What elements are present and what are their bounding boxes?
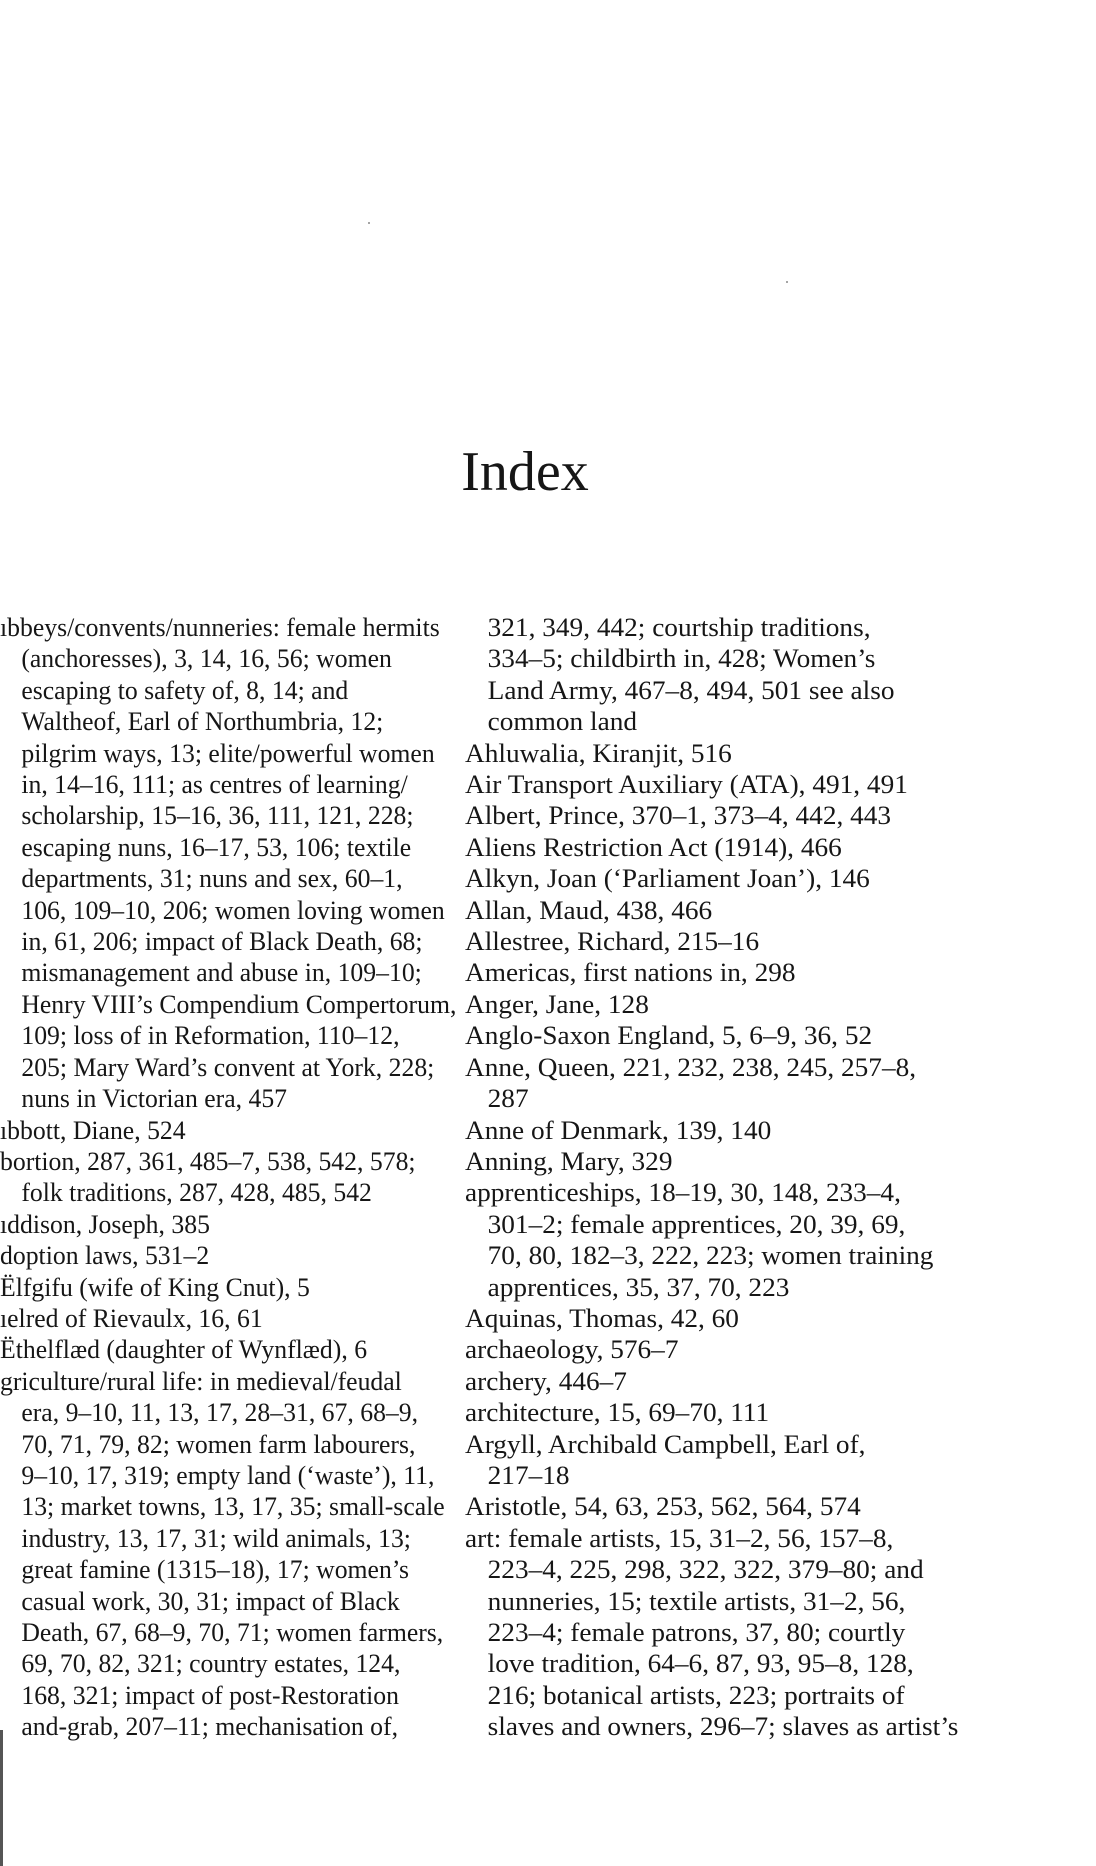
index-line: (anchoresses), 3, 14, 16, 56; women (21, 643, 392, 674)
index-line: doption laws, 531–2 (0, 1240, 210, 1271)
index-line: escaping nuns, 16–17, 53, 106; textile (21, 831, 412, 862)
index-line: industry, 13, 17, 31; wild animals, 13; (21, 1522, 411, 1553)
index-line: Anning, Mary, 329 (465, 1145, 673, 1176)
index-line: archaeology, 576–7 (465, 1334, 679, 1365)
index-line: common land (487, 706, 638, 737)
index-line: pilgrim ways, 13; elite/powerful women (21, 737, 435, 768)
index-line: era, 9–10, 11, 13, 17, 28–31, 67, 68–9, (21, 1397, 419, 1428)
index-line: slaves and owners, 296–7; slaves as artist’s (487, 1711, 959, 1742)
index-line: archery, 446–7 (465, 1365, 627, 1396)
index-line: 216; botanical artists, 223; portraits of (487, 1679, 905, 1710)
index-line: 13; market towns, 13, 17, 35; small-scale (21, 1491, 445, 1522)
index-line: bortion, 287, 361, 485–7, 538, 542, 578; (0, 1145, 416, 1176)
index-line: 223–4, 225, 298, 322, 322, 379–80; and (487, 1554, 924, 1585)
index-line: Alkyn, Joan (‘Parliament Joan’), 146 (465, 863, 870, 894)
index-line: mismanagement and abuse in, 109–10; (21, 957, 422, 988)
index-line: 301–2; female apprentices, 20, 39, 69, (487, 1208, 906, 1239)
index-line: 109; loss of in Reformation, 110–12, (21, 1020, 400, 1051)
index-line: escaping to safety of, 8, 14; and (21, 674, 349, 705)
index-line: 168, 321; impact of post-Restoration (21, 1679, 400, 1710)
index-line: apprenticeships, 18–19, 30, 148, 233–4, (465, 1177, 901, 1208)
index-line: departments, 31; nuns and sex, 60–1, (21, 863, 403, 894)
index-line: Aquinas, Thomas, 42, 60 (465, 1302, 739, 1333)
index-line: Land Army, 467–8, 494, 501 see also (487, 674, 895, 705)
index-line: 205; Mary Ward’s convent at York, 228; (21, 1051, 435, 1082)
index-line: in, 61, 206; impact of Black Death, 68; (21, 926, 423, 957)
index-line: Albert, Prince, 370–1, 373–4, 442, 443 (465, 800, 892, 831)
index-line: love tradition, 64–6, 87, 93, 95–8, 128, (487, 1648, 914, 1679)
page-title: Index (461, 441, 589, 503)
index-line: ıddison, Joseph, 385 (0, 1208, 210, 1239)
index-line: Argyll, Archibald Campbell, Earl of, (465, 1428, 866, 1459)
index-line: 287 (487, 1083, 529, 1114)
index-line: Ëthelflæd (daughter of Wynflæd), 6 (0, 1334, 368, 1365)
index-line: Americas, first nations in, 298 (465, 957, 796, 988)
index-line: 70, 71, 79, 82; women farm labourers, (21, 1428, 416, 1459)
index-line: Aristotle, 54, 63, 253, 562, 564, 574 (465, 1491, 861, 1522)
index-line: 9–10, 17, 319; empty land (‘waste’), 11, (21, 1459, 435, 1490)
index-line: Death, 67, 68–9, 70, 71; women farmers, (21, 1617, 444, 1647)
index-line: in, 14–16, 111; as centres of learning/ (21, 769, 408, 800)
index-line: nuns in Victorian era, 457 (21, 1083, 288, 1114)
index-line: apprentices, 35, 37, 70, 223 (487, 1271, 790, 1302)
index-line: ıbbeys/convents/nunneries: female hermits (0, 612, 440, 642)
index-line: nunneries, 15; textile artists, 31–2, 56, (487, 1585, 906, 1616)
index-line: Ahluwalia, Kiranjit, 516 (465, 737, 732, 768)
index-line: ıbbott, Diane, 524 (0, 1114, 186, 1145)
index-line: Ëlfgifu (wife of King Cnut), 5 (0, 1271, 310, 1302)
index-line: griculture/rural life: in medieval/feudal (0, 1365, 402, 1396)
index-line: Aliens Restriction Act (1914), 466 (465, 831, 842, 862)
index-line: casual work, 30, 31; impact of Black (21, 1585, 400, 1616)
index-line: 106, 109–10, 206; women loving women (21, 894, 445, 925)
index-line: scholarship, 15–16, 36, 111, 121, 228; (21, 800, 414, 831)
index-line: architecture, 15, 69–70, 111 (465, 1397, 770, 1428)
index-line: ıelred of Rievaulx, 16, 61 (0, 1302, 263, 1333)
speck (368, 222, 370, 224)
page-gutter-shadow (0, 1730, 3, 1866)
index-line: Allan, Maud, 438, 466 (465, 894, 713, 925)
index-line: 217–18 (487, 1459, 570, 1490)
index-line: Waltheof, Earl of Northumbria, 12; (21, 706, 384, 737)
index-line: 70, 80, 182–3, 222, 223; women training (487, 1240, 934, 1271)
index-line: Anglo-Saxon England, 5, 6–9, 36, 52 (465, 1020, 873, 1051)
index-line: Anne, Queen, 221, 232, 238, 245, 257–8, (465, 1051, 917, 1082)
index-line: 69, 70, 82, 321; country estates, 124, (21, 1648, 401, 1679)
index-line: Anger, Jane, 128 (465, 988, 649, 1019)
index-line: Allestree, Richard, 215–16 (465, 926, 760, 957)
index-line: Henry VIII’s Compendium Compertorum, (21, 988, 457, 1019)
index-line: Anne of Denmark, 139, 140 (465, 1114, 772, 1145)
index-line: 334–5; childbirth in, 428; Women’s (487, 643, 876, 674)
index-line: great famine (1315–18), 17; women’s (21, 1554, 409, 1585)
speck (786, 281, 788, 283)
index-line: 321, 349, 442; courtship traditions, (487, 612, 871, 642)
index-line: Air Transport Auxiliary (ATA), 491, 491 (465, 769, 908, 800)
index-line: and-grab, 207–11; mechanisation of, (21, 1711, 399, 1742)
index-line: folk traditions, 287, 428, 485, 542 (21, 1177, 372, 1208)
index-column-right (465, 612, 965, 1743)
index-line: 223–4; female patrons, 37, 80; courtly (487, 1617, 906, 1647)
index-column-left (0, 612, 457, 1743)
index-line: art: female artists, 15, 31–2, 56, 157–8, (465, 1522, 894, 1553)
